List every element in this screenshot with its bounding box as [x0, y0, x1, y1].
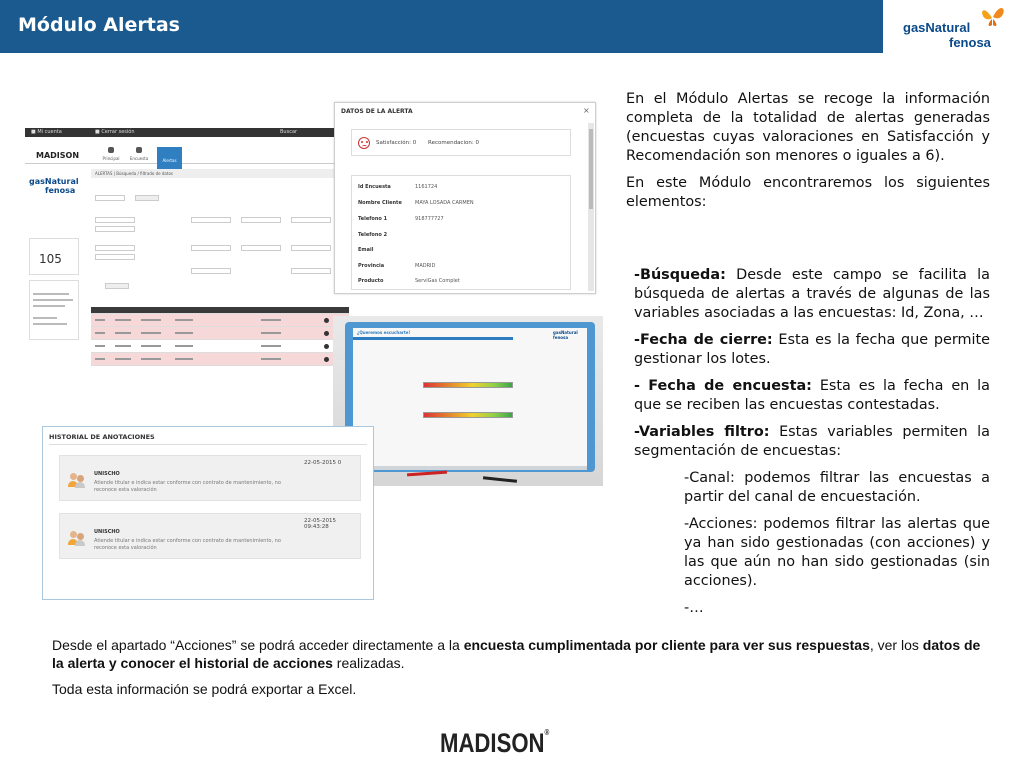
cell: [141, 345, 161, 347]
topbar-text: Buscar: [280, 129, 298, 135]
text-run-bold: datos de la alerta y conocer el historial de acciones: [52, 637, 981, 671]
board-question: ¿Queremos escucharte!: [357, 330, 411, 335]
search-input[interactable]: [95, 195, 125, 201]
topbar-text: ■ Cerrar sesión: [95, 129, 135, 135]
elements-list: [634, 266, 990, 626]
filter-line: [33, 299, 73, 301]
nav-label: Principal: [102, 156, 120, 161]
field-label: Producto: [358, 278, 384, 284]
panel-title: HISTORIAL DE ANOTACIONES: [49, 433, 155, 441]
alert-data-panel: [334, 102, 596, 294]
element-text: Esta es la fecha que permite gestionar los lotes.: [634, 332, 990, 367]
filter-select[interactable]: [191, 268, 231, 274]
action-icon[interactable]: [324, 357, 329, 362]
logo-text: MADISON: [440, 728, 545, 758]
cell: [175, 358, 193, 360]
apply-button[interactable]: [105, 283, 129, 289]
app-topbar: [25, 128, 351, 137]
date-input[interactable]: [95, 217, 135, 223]
element-label: -Variables filtro:: [634, 424, 770, 440]
score-box: [351, 129, 571, 156]
filter-line: [33, 305, 65, 307]
recommendation-score: Recomendacion: 0: [428, 140, 479, 146]
app-madison-logo: MADISON: [36, 151, 80, 160]
history-entry: [59, 513, 361, 559]
element-text: Estas variables permiten la segmentación de encuestas:: [634, 424, 991, 459]
cell: [115, 332, 131, 334]
entry-body: Atiende titular e indica estar conforme con contrato de mantenimiento, no reconoce esta valoración: [94, 538, 281, 551]
text-run: realizadas.: [332, 655, 405, 671]
board-heading-bar: [353, 337, 513, 340]
cell: [175, 345, 193, 347]
sad-face-icon: [358, 137, 370, 149]
history-entry: [59, 455, 361, 501]
element-acciones: -Acciones: podemos filtrar las alertas que ya han sido gestionadas (con acciones) y las que aún no han sido gestionadas (sin acciones).: [684, 516, 990, 589]
intro-paragraph: En el Módulo Alertas se recoge la información completa de la totalidad de alertas generadas (encuestas cuyas valoraciones en Satisfacción y Recomendación son menores o iguales a 6).: [626, 91, 990, 164]
text-run-bold: encuesta cumplimentada por cliente para ver sus respuestas: [463, 637, 870, 653]
field-label: Telefono 1: [358, 216, 388, 222]
nav-principal[interactable]: [101, 147, 121, 161]
cell: [261, 332, 281, 334]
table-row[interactable]: [91, 314, 349, 327]
alert-fields: [351, 175, 571, 290]
field-value: 918777727: [415, 216, 444, 222]
divider: [49, 444, 367, 445]
entry-user: UNISCHO: [94, 529, 120, 535]
element-canal: -Canal: podemos filtrar las encuestas a partir del canal de encuestación.: [684, 470, 990, 505]
search-button[interactable]: [135, 195, 159, 201]
filter-line: [33, 317, 57, 319]
element-text: Desde este campo se facilita la búsqueda de alertas a través de algunas de las variables asociadas a las encuestas: Id, Zona, …: [634, 267, 990, 321]
date-input[interactable]: [95, 254, 135, 260]
app-breadcrumb: ALERTAS | Búsqueda / filtrado de datos: [91, 169, 349, 178]
field-value: MAYA LOSADA CARMEN: [415, 200, 474, 206]
cell: [95, 332, 105, 334]
rating-scale: [423, 382, 513, 388]
close-icon[interactable]: ×: [583, 106, 590, 115]
action-icon[interactable]: [324, 331, 329, 336]
board-ledge: [353, 466, 587, 470]
intro-paragraph: En este Módulo encontraremos los siguientes elementos:: [626, 175, 990, 210]
nav-encuesta[interactable]: [129, 147, 149, 161]
page-title: Módulo Alertas: [18, 14, 180, 36]
element-busqueda: [634, 266, 990, 323]
board-logo: gasNatural fenosa: [553, 330, 578, 340]
satisfaction-score: Satisfacción: 0: [376, 140, 417, 146]
annotation-history-panel: [42, 426, 374, 600]
sad-mouth: [362, 145, 367, 148]
field-label: Email: [358, 247, 374, 253]
avatar-body: [75, 540, 85, 546]
butterfly-icon: [979, 4, 1007, 30]
logo-line-2: fenosa: [949, 35, 991, 50]
madison-logo: [440, 728, 549, 759]
nav-label: Encuesta: [129, 156, 149, 161]
cell: [95, 358, 105, 360]
element-variables-filtro: [634, 423, 990, 461]
cell: [261, 319, 281, 321]
bottom-paragraph: [52, 636, 992, 672]
entry-date: 22-05-2015 09:43:28: [304, 518, 336, 530]
field-label: Nombre Cliente: [358, 200, 402, 206]
text-run: Desde el apartado “Acciones” se podrá acceder directamente a la: [52, 637, 464, 653]
field-label: Id Encuesta: [358, 184, 391, 190]
app-sidebar: [25, 165, 85, 378]
bottom-text: [52, 636, 992, 706]
home-icon: [108, 147, 114, 153]
filter-select[interactable]: [241, 245, 281, 251]
text-run: , ver los: [869, 637, 923, 653]
element-more: -…: [684, 600, 704, 616]
action-icon[interactable]: [324, 344, 329, 349]
date-input[interactable]: [95, 245, 135, 251]
filter-select[interactable]: [291, 245, 331, 251]
element-label: -Fecha de cierre:: [634, 332, 773, 348]
filter-select[interactable]: [241, 217, 281, 223]
cell: [175, 332, 193, 334]
entry-date: 22-05-2015 0: [304, 460, 342, 466]
logo-line-1: gasNatural: [903, 20, 971, 35]
gas-natural-fenosa-logo: [883, 0, 1024, 53]
field-value: MADRID: [415, 263, 436, 269]
filter-line: [33, 293, 69, 295]
table-row[interactable]: [91, 340, 349, 353]
header: [0, 0, 1024, 53]
nav-label: Alertas: [162, 158, 177, 163]
title-band: [0, 0, 883, 53]
cell: [261, 345, 281, 347]
field-label: Telefono 2: [358, 232, 388, 238]
field-label: Provincia: [358, 263, 385, 269]
entry-body: Atiende titular e indica estar conforme con contrato de mantenimiento, no reconoce esta valoración: [94, 480, 281, 493]
avatar-body: [75, 482, 85, 488]
avatar-head: [70, 473, 77, 480]
element-fecha-encuesta: [634, 377, 990, 415]
board-surface: [353, 328, 587, 466]
avatar-head: [77, 533, 84, 540]
panel-title: DATOS DE LA ALERTA: [341, 108, 413, 115]
cell: [115, 319, 131, 321]
sidebar-logo: fenosa: [45, 186, 76, 195]
rating-scale: [423, 412, 513, 418]
cell: [95, 345, 105, 347]
cell: [141, 358, 161, 360]
action-icon[interactable]: [324, 318, 329, 323]
bottom-paragraph: Toda esta información se podrá exportar a Excel.: [52, 681, 357, 697]
users-icon: [68, 472, 86, 488]
app-nav: [25, 137, 351, 164]
cell: [95, 319, 105, 321]
cell: [261, 358, 281, 360]
filter-select[interactable]: [291, 268, 331, 274]
filter-select[interactable]: [291, 217, 331, 223]
topbar-text: ■ Mi cuenta: [31, 129, 62, 135]
table-row[interactable]: [91, 327, 349, 340]
cell: [115, 358, 131, 360]
cell: [141, 319, 161, 321]
filter-select[interactable]: [191, 245, 231, 251]
filter-select[interactable]: [191, 217, 231, 223]
app-main: [91, 165, 349, 378]
element-label: -Búsqueda:: [634, 267, 726, 283]
filter-box: [29, 280, 79, 340]
registered-mark: ®: [544, 728, 550, 737]
kpi-value: 105: [39, 252, 62, 266]
table-header: [91, 307, 349, 314]
date-input[interactable]: [95, 226, 135, 232]
avatar-head: [70, 531, 77, 538]
survey-icon: [136, 147, 142, 153]
users-icon: [68, 530, 86, 546]
field-value: ServiGas Complet: [415, 278, 460, 284]
scrollbar-thumb[interactable]: [589, 129, 593, 209]
cell: [141, 332, 161, 334]
cell: [175, 319, 193, 321]
element-label: - Fecha de encuesta:: [634, 378, 812, 394]
cell: [115, 345, 131, 347]
element-text: Esta es la fecha en la que se reciben las encuestas contestadas.: [634, 378, 990, 413]
table-row[interactable]: [91, 353, 349, 366]
app-screenshot: [25, 128, 351, 378]
element-fecha-cierre: [634, 331, 990, 369]
avatar-head: [77, 475, 84, 482]
filter-line: [33, 323, 67, 325]
intro-text: [626, 90, 990, 220]
entry-user: UNISCHO: [94, 471, 120, 477]
sidebar-logo: gasNatural: [29, 177, 79, 186]
field-value: 1161724: [415, 184, 438, 190]
